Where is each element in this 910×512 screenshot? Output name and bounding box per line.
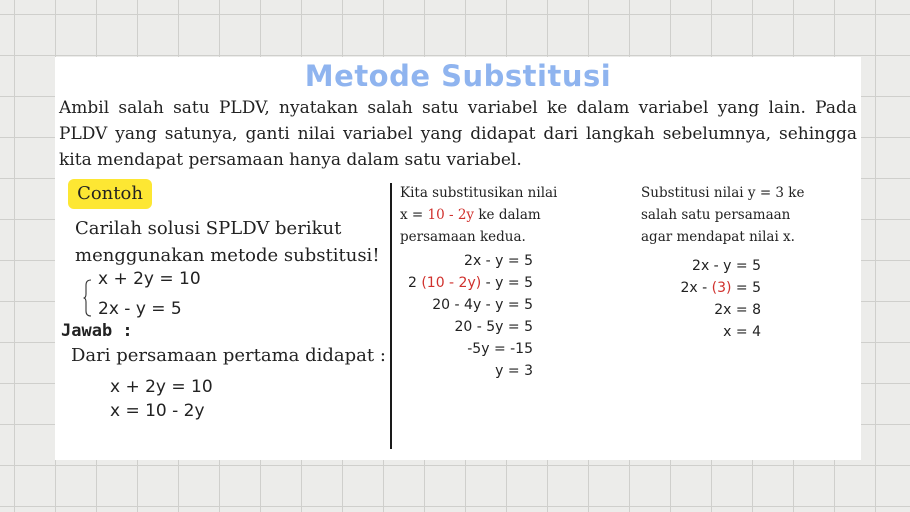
column3-intro-line-1: Substitusi nilai y = 3 ke <box>641 185 805 201</box>
column2-intro-line-3: persamaan kedua. <box>400 229 526 245</box>
first-step-text: Dari persamaan pertama didapat : <box>71 345 386 366</box>
first-step-equation-1: x + 2y = 10 <box>110 377 213 397</box>
column2-step: 20 - 4y - y = 5 <box>432 297 533 313</box>
system-equation-1: x + 2y = 10 <box>98 269 201 289</box>
column2-intro-line-1: Kita substitusikan nilai <box>400 185 558 201</box>
intro-paragraph: Ambil salah satu PLDV, nyatakan salah satu variabel ke dalam variabel yang lain. Pada PLDV yang satunya, ganti nilai variabel yang didapat dari langkah sebelumnya, sehingga kita mendapat persamaan hanya dalam satu variabel. <box>59 98 857 170</box>
answer-label: Jawab : <box>61 321 133 341</box>
column3-intro-line-3: agar mendapat nilai x. <box>641 229 795 245</box>
column2-step: y = 3 <box>495 363 533 379</box>
brace-icon <box>83 279 93 317</box>
column-divider <box>390 183 392 449</box>
column2-step: 2 (10 - 2y) - y = 5 <box>407 275 533 291</box>
column3-intro <box>641 182 804 248</box>
column2-intro <box>400 182 557 248</box>
column2-step: 20 - 5y = 5 <box>454 319 533 335</box>
column2-step: -5y = -15 <box>467 341 533 357</box>
column2-step: 2x - y = 5 <box>464 253 533 269</box>
content-card <box>55 57 861 460</box>
column2-intro-line-2: x = 10 - 2y ke dalam <box>400 207 541 223</box>
column3-intro-line-2: salah satu persamaan <box>641 207 791 223</box>
column2-intro-red: 10 - 2y <box>427 207 475 223</box>
column3-step: 2x - (3) = 5 <box>680 280 761 296</box>
page-title: Metode Substitusi <box>304 59 612 93</box>
column3-step: x = 4 <box>723 324 761 340</box>
example-question: Carilah solusi SPLDV berikut menggunakan metode substitusi! <box>75 218 380 266</box>
system-equation-2: 2x - y = 5 <box>98 299 182 319</box>
column3-step: 2x = 8 <box>714 302 761 318</box>
first-step-equation-2: x = 10 - 2y <box>110 401 205 421</box>
column3-step: 2x - y = 5 <box>692 258 761 274</box>
example-badge: Contoh <box>68 179 152 209</box>
